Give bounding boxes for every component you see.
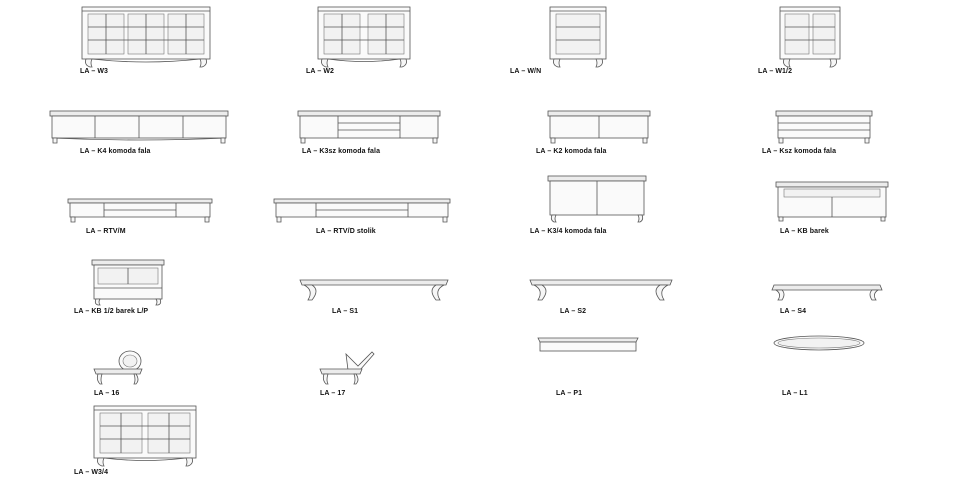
coffee-table-s4-drawing [770,282,884,304]
product-code-k4: LA – K4 komoda fala [80,148,151,155]
product-17[interactable] [318,350,384,386]
display-cabinet-3door-drawing [80,5,212,69]
product-s2[interactable] [528,276,674,304]
product-code-w2: LA – W2 [306,68,335,75]
product-s1[interactable] [298,276,450,304]
product-wn[interactable] [548,5,608,69]
product-rtv-m[interactable] [66,196,214,224]
product-k3-4[interactable] [546,174,648,224]
commode-k2-drawing [546,108,652,144]
product-s4[interactable] [770,282,884,304]
product-code-kb-1-2: LA – KB 1/2 barek L/P [74,308,149,315]
display-cabinet-narrow-drawing [548,5,608,69]
product-w2[interactable] [316,5,412,69]
product-code-16: LA – 16 [94,390,120,397]
product-p1[interactable] [536,336,640,354]
table-s2-drawing [528,276,674,304]
product-code-k2: LA – K2 komoda fala [536,148,607,155]
product-code-s2: LA – S2 [560,308,587,315]
product-code-w3-4: LA – W3/4 [74,469,109,476]
product-kb-1-2[interactable] [90,258,166,306]
product-code-k3-4: LA – K3/4 komoda fala [530,228,607,235]
product-k2[interactable] [546,108,652,144]
product-code-k3sz: LA – K3sz komoda fala [302,148,381,155]
display-cabinet-2door-drawing [316,5,412,69]
product-rtv-d[interactable] [272,196,452,224]
product-l1[interactable] [772,334,866,352]
product-code-ksz: LA – Ksz komoda fala [762,148,837,155]
product-kb[interactable] [774,180,890,222]
product-code-p1: LA – P1 [556,390,583,397]
commode-k3-4-drawing [546,174,648,224]
commode-ksz-drawing [774,108,874,144]
product-k4[interactable] [48,108,230,144]
product-code-s1: LA – S1 [332,308,359,315]
commode-k3sz-drawing [296,108,442,144]
product-ksz[interactable] [774,108,874,144]
commode-k4-drawing [48,108,230,144]
mirror-l1-drawing [772,334,866,352]
product-code-l1: LA – L1 [782,390,808,397]
wall-shelf-p1-drawing [536,336,640,354]
table-s1-drawing [298,276,450,304]
product-code-17: LA – 17 [320,390,346,397]
product-w3[interactable] [80,5,212,69]
product-k3sz[interactable] [296,108,442,144]
tv-stand-m-drawing [66,196,214,224]
chair-16-drawing [92,350,154,386]
display-cabinet-half-drawing [778,5,842,69]
product-code-kb: LA – KB barek [780,228,829,235]
product-16[interactable] [92,350,154,386]
product-code-w1-2: LA – W1/2 [758,68,793,75]
product-code-s4: LA – S4 [780,308,807,315]
product-w1-2[interactable] [778,5,842,69]
product-w3-4[interactable] [92,404,198,468]
product-code-w3: LA – W3 [80,68,109,75]
tv-stand-d-drawing [272,196,452,224]
product-code-rtv-d: LA – RTV/D stolik [316,228,376,235]
bar-cabinet-half-drawing [90,258,166,306]
display-cabinet-w3-4-drawing [92,404,198,468]
product-code-wn: LA – W/N [510,68,542,75]
product-code-rtv-m: LA – RTV/M [86,228,126,235]
chair-17-drawing [318,350,384,386]
bar-cabinet-kb-drawing [774,180,890,222]
